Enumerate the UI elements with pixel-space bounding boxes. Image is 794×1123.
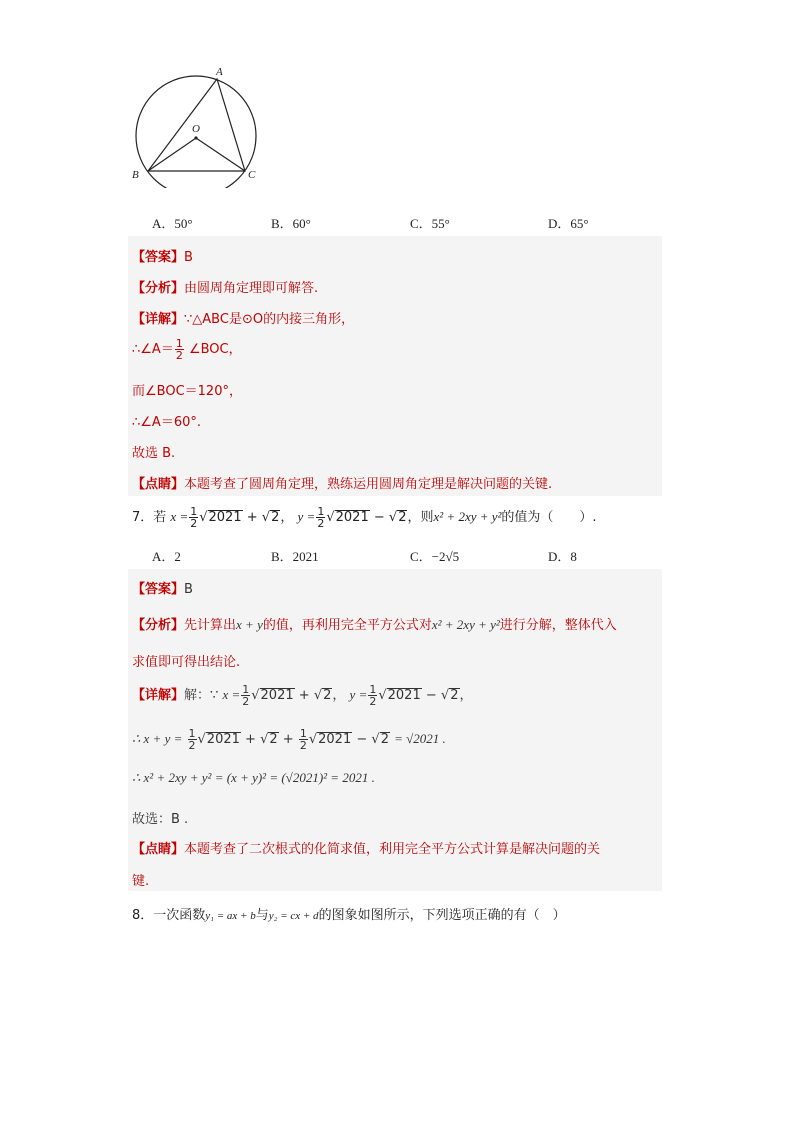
radicand-2021: 2021	[206, 732, 240, 747]
label-c: C	[248, 169, 256, 181]
analysis-part-1: 先计算出	[184, 618, 237, 633]
frac-num: 1	[188, 727, 196, 740]
q8-text-a: 8．一次函数	[132, 908, 206, 923]
q7-stem: 7．若 x = $\frac{1}{2}$ √2021 + √2， y = $\frac{1}{2}$ √2021 − √2，则x² + 2xy + y²的值为（ ）.	[132, 505, 597, 530]
analysis-part-2: 的值，再利用完全平方公式对	[262, 618, 432, 633]
frac-denominator: 2	[175, 349, 183, 362]
q7-comment-line-2: 键.	[132, 874, 150, 889]
radicand-2: 2	[450, 688, 459, 703]
q6-detail-line-4: ∴∠A＝60°.	[132, 415, 201, 430]
q6-analysis-line	[132, 277, 318, 296]
radicand-2: 2	[269, 732, 278, 747]
plus-sign: +	[245, 732, 256, 747]
q7-analysis-line-2: 求值即可得出结论.	[132, 655, 241, 670]
radicand-2021: 2021	[208, 510, 242, 525]
radicand-2: 2	[398, 510, 407, 525]
detail-2-prefix: ∴∠A＝	[132, 342, 174, 357]
q7-option-d: D．8	[548, 549, 577, 564]
comment-text: 本题考查了圆周角定理，熟练运用圆周角定理是解决问题的关键.	[184, 477, 553, 492]
detail-text: ∵△ABC是⊙O的内接三角形，	[184, 312, 355, 327]
detail-2-end: = √2021 .	[394, 731, 446, 746]
q8-text-c: 的图象如图所示，下列选项正确的有（ ）	[318, 908, 566, 923]
comment-text: 本题考查了二次根式的化简求值，利用完全平方公式计算是解决问题的关	[184, 842, 601, 857]
q7-option-c: C．−2√5	[410, 549, 460, 564]
analysis-tag: 【分析】	[132, 618, 185, 633]
radicand-2021: 2021	[335, 510, 369, 525]
q7-x-eq: x =	[170, 509, 189, 524]
radicand-2021: 2021	[387, 688, 421, 703]
q7-frac-2	[316, 506, 325, 529]
q7-number: 7．若	[132, 510, 167, 525]
frac-num: 1	[299, 727, 307, 740]
frac-num: 1	[242, 683, 250, 696]
q6-option-d: D．65°	[548, 216, 589, 231]
q8-text-b: 与	[255, 908, 269, 923]
radicand-2: 2	[380, 732, 389, 747]
fraction-half	[175, 338, 184, 361]
q7-detail-line-3: ∴ x² + 2xy + y² = (x + y)² = (√2021)² = 2021 .	[132, 770, 375, 785]
comma: ，	[459, 688, 473, 703]
q7-then: ，则	[407, 510, 434, 525]
answer-tag: 【答案】	[132, 582, 185, 597]
detail-frac-3	[188, 728, 197, 751]
label-b: B	[132, 169, 139, 181]
detail-frac-2	[368, 684, 377, 707]
frac-den: 2	[188, 739, 196, 752]
detail-2-suffix: ∠BOC，	[184, 342, 242, 357]
label-o: O	[192, 123, 200, 135]
radicand-2: 2	[323, 688, 332, 703]
detail-2-prefix: ∴ x + y =	[132, 731, 183, 746]
q7-tail: 的值为（ ）.	[501, 510, 597, 525]
analysis-expression: x² + 2xy + y²	[431, 617, 500, 632]
q7-frac-1	[189, 506, 198, 529]
q6-answer-block	[128, 236, 662, 496]
q6-option-a: A．50°	[152, 216, 193, 231]
center-point	[194, 136, 197, 139]
minus-sign: −	[425, 688, 437, 703]
frac-num: 1	[190, 505, 198, 518]
comment-tag: 【点睛】	[132, 477, 185, 492]
q8-stem	[132, 904, 566, 923]
comma: ，	[332, 688, 346, 703]
analysis-xy: x + y	[236, 617, 263, 632]
plus-sign: +	[298, 688, 310, 703]
q7-comment-line-1	[132, 838, 600, 857]
q7-detail-line-1: 【详解】解：∵ x = $\frac{1}{2}$ √2021 + √2， y = $\frac{1}{2}$ √2021 − √2，	[132, 683, 473, 708]
answer-tag: 【答案】	[132, 250, 185, 265]
comma: ，	[280, 510, 294, 525]
q7-y-eq: y =	[297, 509, 316, 524]
frac-num: 1	[369, 683, 377, 696]
q6-choose-line: 故选 B.	[132, 446, 176, 461]
comment-tag: 【点睛】	[132, 842, 185, 857]
q7-answer-line	[132, 578, 193, 597]
q7-option-b: B．2021	[271, 549, 319, 564]
analysis-text: 由圆周角定理即可解答.	[184, 281, 319, 296]
answer-value: B	[184, 250, 193, 265]
segment-ob	[148, 138, 196, 171]
segment-oc	[196, 138, 245, 171]
answer-value: B	[184, 582, 193, 597]
radicand-2021: 2021	[318, 732, 352, 747]
frac-numerator: 1	[175, 337, 183, 350]
analysis-tag: 【分析】	[132, 281, 185, 296]
frac-den: 2	[190, 517, 198, 530]
q8-y2: y₂ = cx + d	[268, 910, 319, 922]
analysis-part-3: 进行分解，整体代入	[499, 618, 617, 633]
q6-option-b: B．60°	[271, 216, 311, 231]
detail-frac-4	[299, 728, 308, 751]
q7-expression: x² + 2xy + y²	[433, 509, 502, 524]
minus-sign: −	[356, 732, 368, 747]
q7-option-a: A．2	[152, 549, 181, 564]
q7-choose-line: 故选：B .	[132, 812, 189, 827]
frac-den: 2	[299, 739, 307, 752]
frac-num: 1	[317, 505, 325, 518]
radicand-2: 2	[271, 510, 280, 525]
q6-detail-line-2	[132, 338, 242, 361]
plus-sign: +	[246, 510, 258, 525]
circle-triangle-figure	[128, 62, 268, 188]
radicand-2021: 2021	[260, 688, 294, 703]
detail-y-eq: y =	[349, 687, 368, 702]
q8-y1: y₁ = ax + b	[205, 910, 256, 922]
frac-den: 2	[317, 517, 325, 530]
detail-tag: 【详解】	[132, 312, 185, 327]
detail-tag: 【详解】	[132, 688, 185, 703]
q6-detail-line-1	[132, 308, 354, 327]
q7-detail-line-2: ∴ x + y = $\frac{1}{2}$ √2021 + √2 + $\frac{1}{2}$ √2021 − √2 = √2021 .	[132, 727, 446, 752]
q6-option-c: C．55°	[410, 216, 450, 231]
detail-x-eq: x =	[222, 687, 241, 702]
q6-detail-line-3: 而∠BOC＝120°，	[132, 384, 242, 399]
plus-sign: +	[282, 732, 294, 747]
q6-comment-line	[132, 473, 552, 492]
frac-den: 2	[242, 695, 250, 708]
detail-frac-1	[241, 684, 250, 707]
minus-sign: −	[373, 510, 385, 525]
label-a: A	[216, 66, 223, 78]
frac-den: 2	[369, 695, 377, 708]
q7-analysis-line-1	[132, 614, 617, 633]
q6-answer-line	[132, 246, 193, 265]
geometry-diagram	[128, 62, 268, 188]
detail-1-prefix: 解：∵	[184, 688, 219, 703]
